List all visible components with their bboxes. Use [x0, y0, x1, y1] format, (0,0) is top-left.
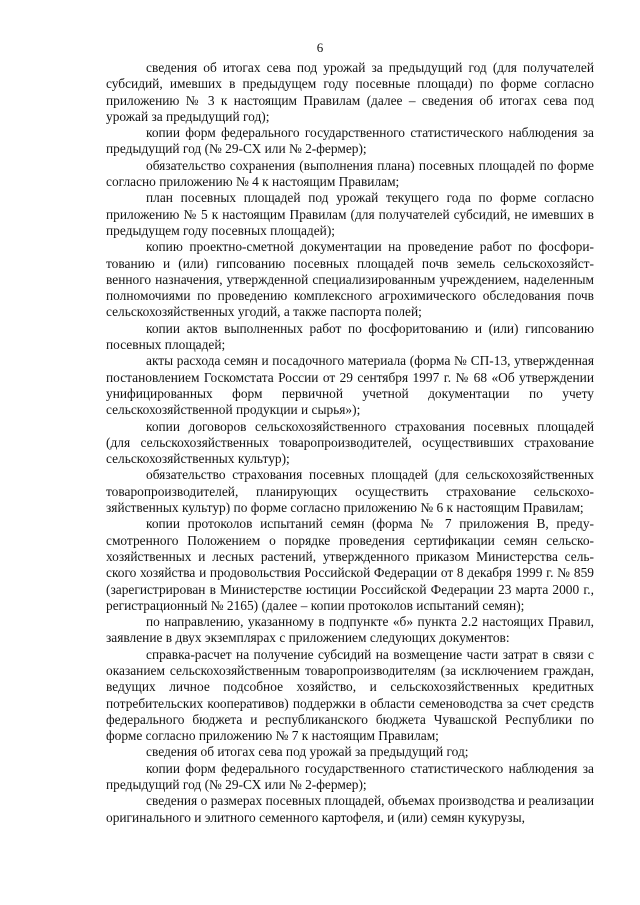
paragraph-area-obligation: обязательство сохранения (выполнения плана) посевных площадей по форме согласно приложению № 4 к настоящим Правилам; [106, 157, 594, 190]
paragraph-sowing-plan: план посевных площадей под урожай текущего года по форме согласно приложению № 5 к настоящим Правилам (для получателей субсидий, не имевших в предыдущем году посевных площадей); [106, 190, 594, 238]
paragraph-insurance-obligation: обязательство страхования посевных площадей (для сельскохозяйственных товаропроизводителей, планирующих осуществить страхование сельскохозяйственных культур) по форме согласно приложению № 6 к настоящим Правилам; [106, 467, 594, 516]
document-body [106, 60, 594, 826]
page-number: 6 [316, 40, 324, 55]
paragraph-completed-works-acts: копии актов выполненных работ по фосфоритованию и (или) гипсованию посевных площадей; [106, 320, 594, 353]
paragraph-seed-test-protocols: копии протоколов испытаний семян (форма № 7 приложения В, предусмотренного Положением о порядке проведения сертификации семян сельскохозяйственных и лесных растений, утвержденного приказом Министерства сельского хозяйства и продовольствия Российской Федерации от 8 декабря 1999 г. № 859 (зарегистрирован в Министерстве юстиции Российской Федерации 23 марта 2000 г., регистрационный № 2165) (далее – копии протоколов испытаний семян); [106, 516, 594, 613]
paragraph-statistical-forms-repeat: копии форм федерального государственного статистического наблюдения за предыдущий год (№ 29-СХ или № 2-фермер); [106, 760, 594, 793]
paragraph-design-documentation: копию проектно-сметной документации на проведение работ по фосфоритованию и (или) гипсованию посевных площадей почв земель сельскохозяйственного назначения, утвержденной специализированным учреждением, наделенным полномочиями по проведению комплексного агрохимического обследования почв сельскохозяйственных угодий, а также паспорта полей; [106, 239, 594, 320]
paragraph-area-production-info: сведения о размерах посевных площадей, объемах производства и реализации оригинального и элитного семенного картофеля, и (или) семян кукурузы, [106, 793, 594, 825]
paragraph-sowing-results-short: сведения об итогах сева под урожай за предыдущий год; [146, 744, 469, 760]
paragraph-insurance-contracts: копии договоров сельскохозяйственного страхования посевных площадей (для сельскохозяйственных товаропроизводителей, осуществивших страхование сельскохозяйственных культур); [106, 418, 594, 467]
paragraph-sowing-results: сведения об итогах сева под урожай за предыдущий год (для получателей субсидий, имевших в предыдущем году посевные площади) по форме согласно приложению № 3 к настоящим Правилам (далее – сведения об итогах сева под урожай за предыдущий год); [106, 60, 594, 124]
paragraph-seed-consumption-acts: акты расхода семян и посадочного материала (форма № СП-13, утвержденная постановлением Госкомстата России от 29 сентября 1997 г. № 68 «Об утверждении унифицированных форм первичной учетной документации по учету сельскохозяйственной продукции и сырья»); [106, 353, 594, 418]
paragraph-statistical-forms: копии форм федерального государственного статистического наблюдения за предыдущий год (№ 29-СХ или № 2-фермер); [106, 125, 594, 157]
paragraph-application-direction-b: по направлению, указанному в подпункте «б» пункта 2.2 настоящих Правил, заявление в двух экземплярах с приложением следующих документов: [106, 614, 594, 646]
paragraph-subsidy-calculation: справка-расчет на получение субсидий на возмещение части затрат в связи с оказанием сельскохозяйственным товаропроизводителям (за исключением граждан, ведущих личное подсобное хозяйство, и сельскохозяйственных кредитных потребительских кооперативов) поддержки в области семеноводства за счет средств федерального бюджета и республиканского бюджета Чувашской Республики по форме согласно приложению № 7 к настоящим Правилам; [106, 646, 594, 744]
